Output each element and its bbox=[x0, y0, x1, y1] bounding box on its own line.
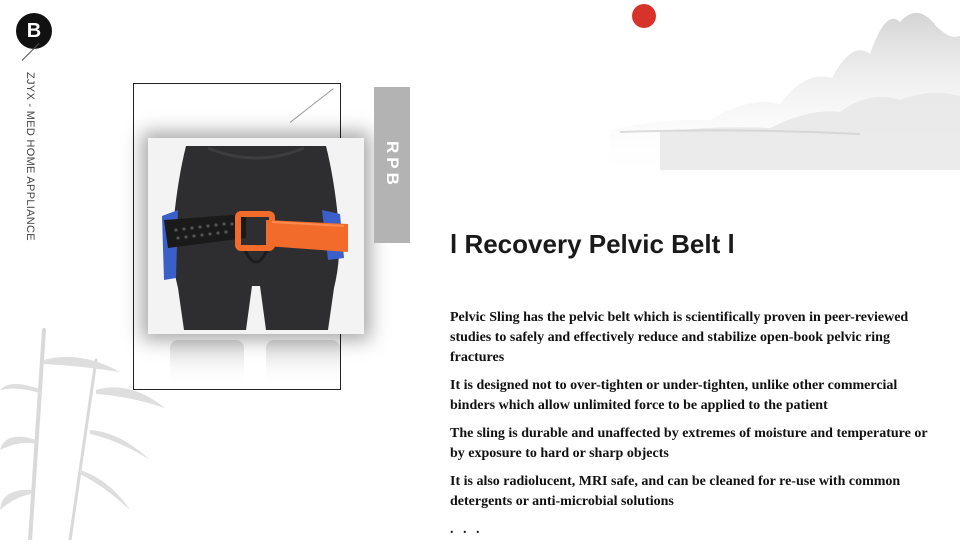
description-paragraph: The sling is durable and unaffected by extremes of moisture and temperature or by exposure to hard or sharp objects bbox=[450, 426, 928, 461]
pelvic-belt-illustration bbox=[148, 138, 364, 334]
continuation-ellipsis: . . . bbox=[450, 522, 483, 537]
brand-logo-letter: B bbox=[26, 19, 42, 42]
product-description bbox=[450, 308, 940, 548]
ink-mountains-decoration bbox=[600, 0, 960, 190]
product-image bbox=[148, 138, 364, 334]
product-code-tag: RPB bbox=[383, 141, 402, 189]
brand-side-text: ZJYX - MED HOME APPLIANCE bbox=[24, 72, 36, 241]
page-title: l Recovery Pelvic Belt l bbox=[450, 229, 735, 259]
description-paragraph: It is also radiolucent, MRI safe, and can be cleaned for re-use with common detergents or anti-microbial solutions bbox=[450, 474, 901, 509]
description-paragraph: Pelvic Sling has the pelvic belt which is scientifically proven in peer-reviewed studies to safely and effectively reduce and stabilize open-book pelvic ring fractures bbox=[450, 310, 909, 365]
product-reflection bbox=[148, 336, 364, 388]
description-paragraph: It is designed not to over-tighten or under-tighten, unlike other commercial binders which allow unlimited force to be applied to the patient bbox=[450, 378, 898, 413]
brand-logo bbox=[16, 13, 52, 49]
